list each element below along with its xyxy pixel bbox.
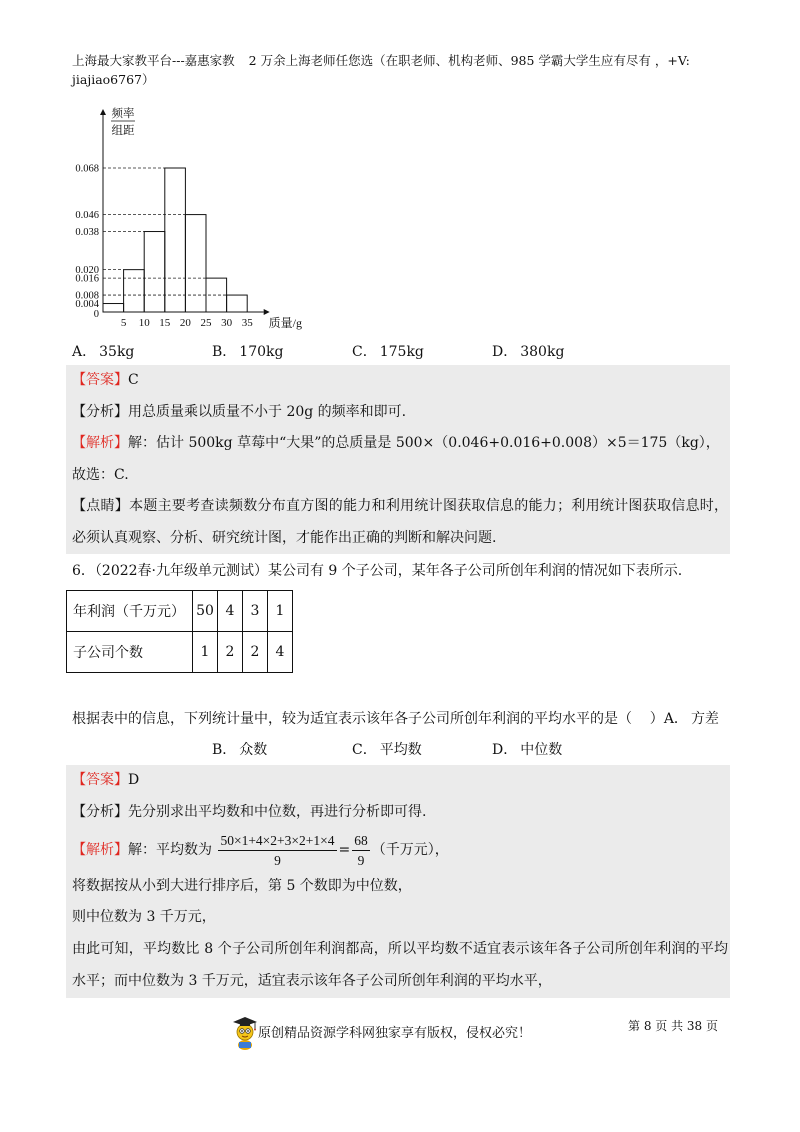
copyright-notice: 原创精品资源学科网独家享有版权，侵权必究！ (258, 1026, 532, 1041)
y-tick-label: 0.008 (75, 290, 99, 302)
comment-label: 【点睛】 (72, 498, 130, 514)
option-letter: A． (72, 344, 97, 360)
option-letter: B． (212, 344, 237, 360)
page-number: 第 8 页 共 38 页 (628, 1019, 718, 1033)
option-text: 方差 (690, 711, 719, 727)
q5-option-a (72, 343, 134, 361)
q6-option-d (492, 741, 562, 759)
histogram-bar (185, 215, 206, 312)
y-tick-label: 0.068 (75, 163, 99, 175)
site-header-line (72, 52, 690, 70)
header-promo: 2 万余上海老师任您选（在职老师、机构老师、985 学霸大学生应有尽有 ，+V: (248, 53, 690, 68)
option-letter: A． (663, 711, 688, 727)
x-tick-label: 35 (241, 317, 253, 329)
table-row-label: 子公司个数 (67, 632, 193, 673)
answer-text: D (128, 772, 140, 788)
option-letter: B． (212, 742, 237, 758)
comment-text: 本题主要考查读频数分布直方图的能力和利用统计图获取信息的能力；利用统计图获取信息时， (129, 498, 729, 514)
table-cell: 4 (218, 591, 243, 632)
q6-solution-line-2: 将数据按从小到大进行排序后，第 5 个数即为中位数， (72, 878, 412, 894)
y-tick-label: 0.004 (75, 299, 99, 311)
q5-solution-line (72, 428, 728, 460)
fraction-numerator: 50×1+4×2+3×2+1×4 (218, 832, 336, 851)
option-text: 380kg (520, 344, 565, 360)
analysis-label: 【分析】 (72, 403, 128, 420)
q6-option-c (352, 741, 422, 759)
table-cell: 50 (193, 591, 218, 632)
y-tick-label: 0.046 (75, 210, 99, 222)
answer-label: 【答案】 (72, 772, 128, 788)
option-text: 175kg (379, 344, 424, 360)
option-text: 170kg (239, 344, 284, 360)
q6-solution-line-4: 由此可知，平均数比 8 个子公司所创年利润都高，所以平均数不适宜表示该年各子公司所创年利润的平均 (72, 941, 728, 957)
table-cell: 2 (218, 632, 243, 673)
solution-prefix: 解：平均数为 (128, 842, 212, 858)
option-letter: C． (352, 742, 377, 758)
table-row (67, 591, 293, 632)
table-cell: 3 (243, 591, 268, 632)
origin-label: 0 (93, 309, 99, 320)
q5-option-d (492, 343, 564, 361)
q6-answer-line (72, 765, 728, 797)
table-row (67, 632, 293, 673)
solution-label: 【解析】 (72, 435, 128, 451)
analysis-text: 先分别求出平均数和中位数，再进行分析即可得. (128, 804, 427, 820)
analysis-text: 用总质量乘以质量不小于 20g 的频率和即可. (128, 403, 407, 420)
solution-unit: （千万元）， (371, 842, 449, 858)
q5-solution-line-2: 故选：C. (72, 466, 129, 483)
q6-solution-box (66, 765, 730, 998)
q5-analysis-line (72, 397, 728, 429)
option-letter: D． (492, 344, 518, 360)
q6-solution-line-5: 水平；而中位数为 3 千万元，适宜表示该年各子公司所创年利润的平均水平， (72, 973, 552, 989)
x-tick-label: 5 (120, 317, 127, 329)
table-cell: 1 (193, 632, 218, 673)
histogram-bar (165, 168, 186, 312)
y-tick-label: 0.020 (75, 265, 99, 277)
answer-text: C (128, 372, 139, 388)
q6-analysis-line (72, 797, 728, 829)
q6-solution-line (72, 829, 728, 871)
option-text: 中位数 (520, 742, 563, 758)
q6-question-line (72, 710, 719, 728)
analysis-label: 【分析】 (72, 804, 128, 820)
x-axis-arrow-icon (264, 309, 270, 315)
y-axis-label-numerator: 频率 (111, 108, 135, 120)
q5-option-b (212, 343, 283, 361)
histogram-bar (124, 270, 145, 312)
histogram-bar (103, 304, 124, 312)
x-tick-label: 15 (159, 317, 171, 329)
solution-label: 【解析】 (72, 842, 128, 858)
option-text: 平均数 (379, 742, 422, 758)
q5-answer-line (72, 365, 728, 397)
option-text: 众数 (239, 742, 268, 758)
answer-label: 【答案】 (72, 372, 128, 388)
y-axis-arrow-icon (100, 109, 106, 115)
y-tick-label: 0.038 (75, 227, 99, 239)
option-letter: C． (352, 344, 377, 360)
option-text: 35kg (99, 344, 135, 360)
result-fraction (352, 832, 370, 869)
solution-text: 解：估计 500kg 草莓中“大果”的总质量是 500×（0.046+0.016+0.008）×5＝175（kg）， (128, 435, 720, 451)
histogram-bar (227, 295, 248, 312)
fraction-denominator: 9 (274, 852, 281, 868)
y-axis-label-denominator: 组距 (111, 125, 135, 137)
q6-stem: 6．（2022春·九年级单元测试）某公司有 9 个子公司，某年各子公司所创年利润的情况如下表所示. (72, 563, 683, 579)
q5-comment-line-2: 必须认真观察、分析、研究统计图，才能作出正确的判断和解决问题. (72, 529, 497, 546)
q5-solution-box (66, 365, 730, 554)
x-tick-label: 30 (221, 317, 233, 329)
table-cell: 2 (243, 632, 268, 673)
q5-option-c (352, 343, 424, 361)
q6-option-b (212, 741, 267, 759)
x-tick-label: 25 (200, 317, 212, 329)
y-tick-label: 0.016 (75, 273, 99, 285)
profit-table (66, 590, 293, 673)
q5-comment-line (72, 491, 728, 523)
header-brand: 上海最大家教平台---嘉惠家教 (72, 53, 235, 68)
x-axis-label: 质量/g (268, 316, 303, 330)
equals-sign: = (338, 842, 351, 858)
fraction-numerator: 68 (352, 832, 370, 851)
histogram-bar (144, 232, 165, 312)
frequency-histogram (60, 100, 320, 335)
table-row-label: 年利润（千万元） (67, 591, 193, 632)
x-tick-label: 10 (138, 317, 150, 329)
x-tick-label: 20 (179, 317, 191, 329)
table-cell: 4 (268, 632, 293, 673)
mascot-logo-icon (232, 1015, 258, 1051)
fraction-denominator: 9 (357, 852, 365, 868)
header-contact: jiajiao6767） (72, 72, 155, 87)
q6-solution-line-3: 则中位数为 3 千万元， (72, 909, 216, 925)
table-cell: 1 (268, 591, 293, 632)
option-letter: D． (492, 742, 518, 758)
mean-fraction (218, 832, 336, 869)
q6-question: 根据表中的信息，下列统计量中，较为适宜表示该年各子公司所创年利润的平均水平的是（ ） (72, 711, 664, 727)
